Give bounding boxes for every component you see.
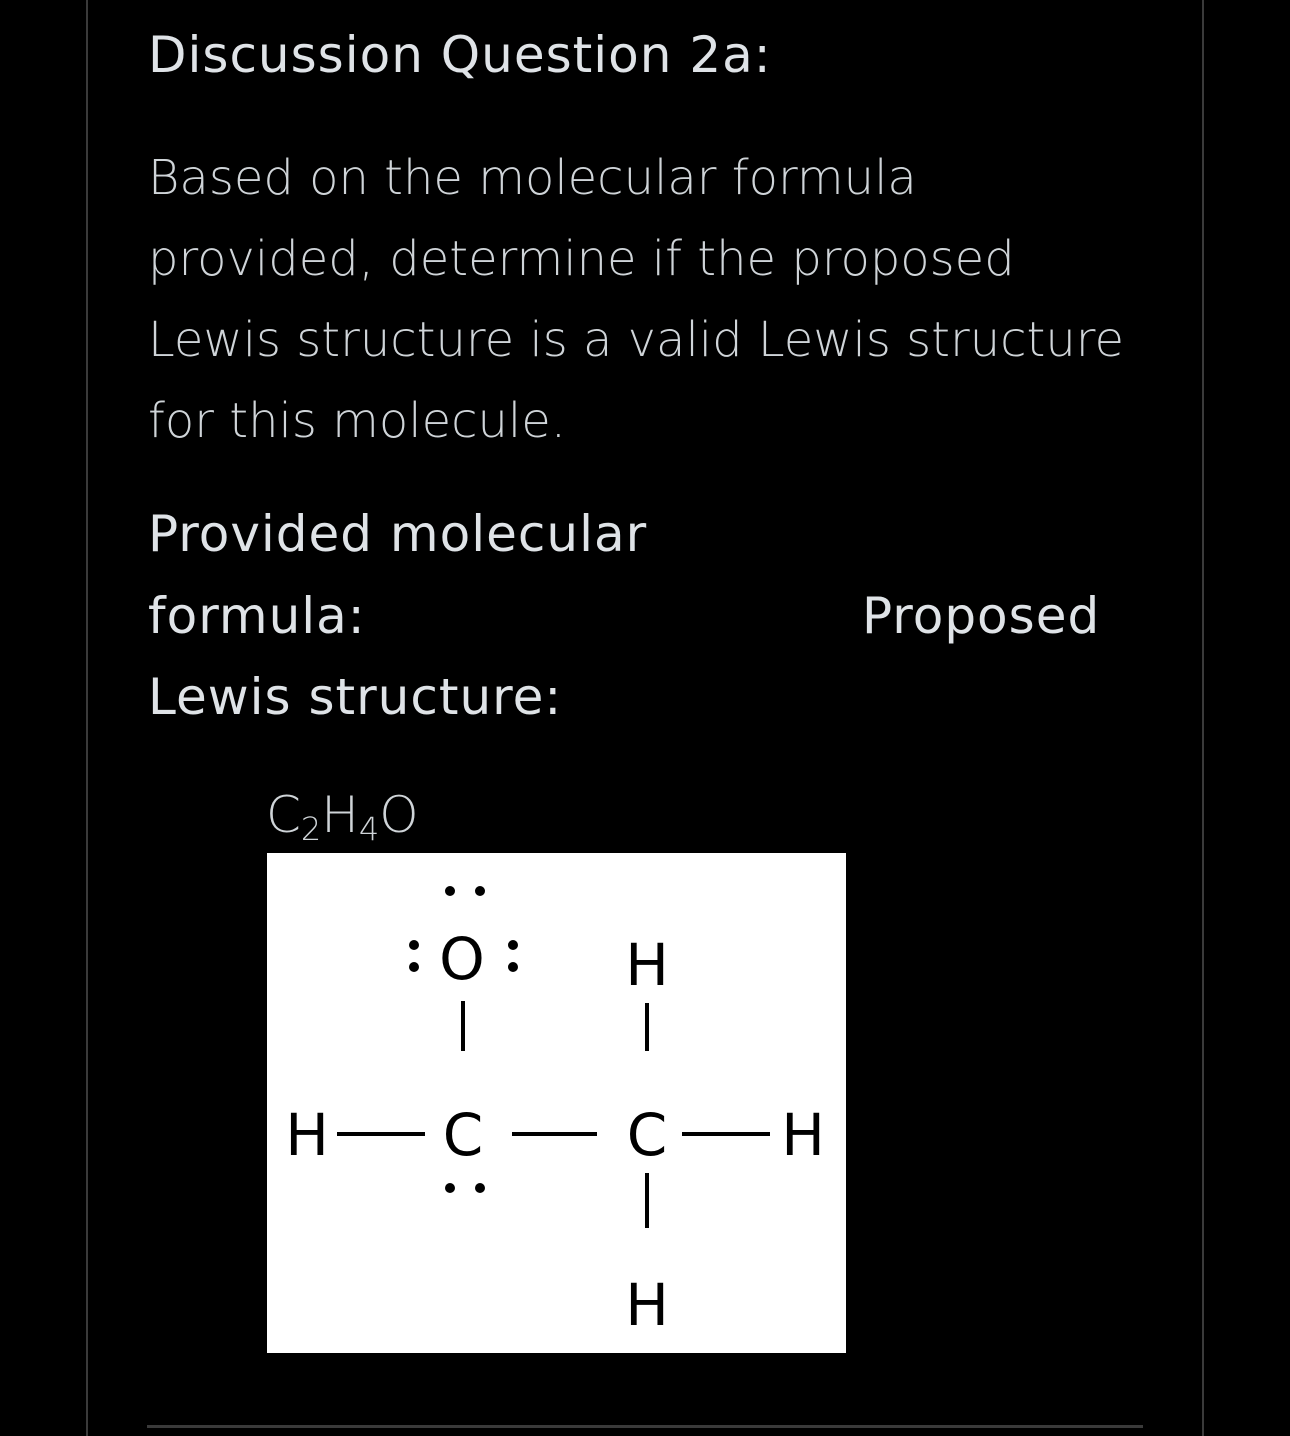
lewis-structure-diagram <box>267 853 846 1353</box>
prompt-line: Based on the molecular formula <box>148 150 917 206</box>
lone-pair-dot <box>445 886 455 896</box>
prompt-line: for this molecule. <box>148 393 567 449</box>
formula-hydrogen-subscript: 4 <box>358 810 380 848</box>
prompt-line: provided, determine if the proposed <box>148 231 1015 287</box>
atom-carbon-right: C <box>626 1101 668 1169</box>
provided-formula-label: Provided molecular <box>148 505 648 563</box>
atom-hydrogen-left: H <box>285 1101 329 1169</box>
lewis-structure-image <box>267 853 846 1353</box>
atom-hydrogen-bottom: H <box>625 1271 669 1339</box>
question-prompt <box>148 138 1148 462</box>
bottom-divider <box>147 1425 1143 1428</box>
lone-pair-dot <box>445 1183 455 1193</box>
atom-oxygen: O <box>439 925 485 993</box>
atom-hydrogen-top: H <box>625 931 669 999</box>
formula-oxygen: O <box>379 786 419 844</box>
question-title: Discussion Question 2a: <box>148 26 772 84</box>
lewis-structure-label: Lewis structure: <box>148 668 563 726</box>
lone-pair-dot <box>508 940 518 950</box>
lone-pair-dot <box>409 940 419 950</box>
molecular-formula <box>266 786 419 848</box>
formula-hydrogen: H <box>321 786 359 844</box>
formula-label: formula: <box>148 587 366 645</box>
formula-carbon-subscript: 2 <box>300 810 322 848</box>
prompt-line: Lewis structure is a valid Lewis structure <box>148 312 1124 368</box>
proposed-label: Proposed <box>862 587 1101 645</box>
lone-pair-dot <box>409 962 419 972</box>
atom-hydrogen-right: H <box>781 1101 825 1169</box>
lone-pair-dot <box>508 962 518 972</box>
lone-pair-dot <box>475 886 485 896</box>
lone-pair-dot <box>475 1183 485 1193</box>
formula-carbon: C <box>266 786 301 844</box>
atom-carbon-left: C <box>442 1101 484 1169</box>
